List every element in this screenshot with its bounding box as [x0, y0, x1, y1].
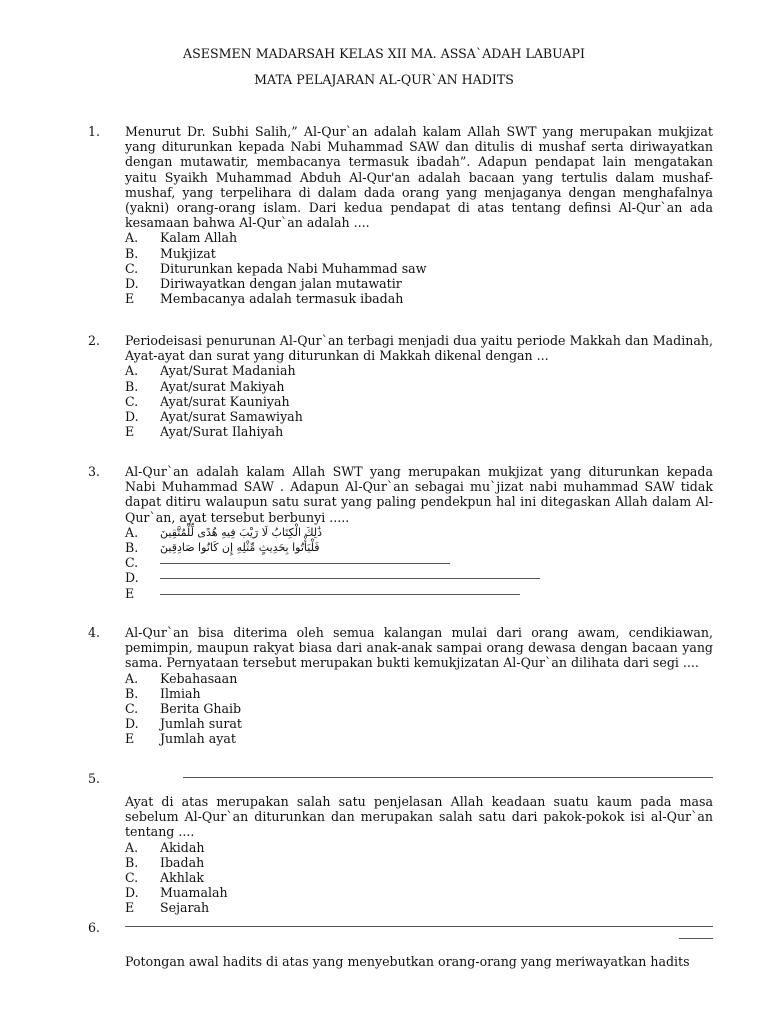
arabic-hadith-placeholder [679, 938, 713, 939]
option-text: Ayat/surat Kauniyah [160, 393, 290, 409]
question-number: 3. [88, 464, 101, 479]
option-letter: B. [125, 854, 139, 870]
option-list [125, 230, 713, 306]
option-text: Ayat/Surat Madaniah [160, 363, 296, 379]
document-title: ASESMEN MADARSAH KELAS XII MA. ASSA`ADAH LABUAPI [183, 46, 585, 61]
option-text: Kalam Allah [160, 230, 238, 246]
option-a [125, 671, 713, 686]
arabic-hadith-block [125, 926, 713, 954]
option-letter: A. [125, 230, 139, 246]
option-letter: A. [125, 839, 139, 855]
option-c [125, 555, 713, 570]
option-list [125, 363, 713, 439]
option-b [125, 855, 713, 870]
question-text: Ayat di atas merupakan salah satu penjelasan Allah keadaan suatu kaum pada masa sebelum Al-Qur`an diturunkan dan merupakan salah satu dari pakok-pokok isi al-Qur`an tentang .... [125, 794, 713, 840]
option-letter: C. [125, 869, 139, 885]
option-b [125, 686, 713, 701]
option-text: Jumlah surat [160, 716, 242, 732]
option-letter: E [125, 900, 135, 916]
option-letter: B. [125, 685, 139, 701]
option-list [125, 671, 713, 747]
option-c [125, 261, 713, 276]
arabic-verse-placeholder [183, 777, 713, 778]
option-letter: E [125, 731, 135, 747]
option-e [125, 731, 713, 746]
option-list [125, 525, 713, 601]
option-d [125, 409, 713, 424]
option-text: Muamalah [160, 885, 228, 901]
arabic-verse: ذَٰلِكَ الْكِتَابُ لَا رَيْبَ فِيهِ هُدًى لِّلْمُتَّقِينَ [160, 525, 323, 539]
question-number: 5. [88, 771, 101, 786]
option-text: Jumlah ayat [160, 731, 236, 747]
option-d [125, 885, 713, 900]
question-number: 1. [88, 124, 101, 139]
option-text: Ayat/Surat Ilahiyah [160, 424, 284, 440]
option-e [125, 900, 713, 915]
option-letter: A. [125, 670, 139, 686]
option-a [125, 840, 713, 855]
option-c [125, 870, 713, 885]
option-e [125, 424, 713, 439]
question-text: Menurut Dr. Subhi Salih,” Al-Qur`an adalah kalam Allah SWT yang merupakan mukjizat yang diturunkan kepada Nabi Muhammad SAW dan ditulis di mushaf serta diriwayatkan dengan mutawatir, membacanya termasuk ibadah”. Adapun pendapat lain mengatakan yaitu Syaikh Muhammad Abduh Al-Qur'an adalah bacaan yang tertulis dalam mushaf-mushaf, yang terpelihara di dalam dada orang yang menjaganya dengan menghafalnya (yakni) orang-orang islam. Dari kedua pendapat di atas tentang definsi Al-Qur`an ada kesamaan bahwa Al-Qur`an adalah .... [125, 124, 713, 231]
option-letter: B. [125, 245, 139, 261]
option-text: Diriwayatkan dengan jalan mutawatir [160, 275, 402, 291]
option-b [125, 379, 713, 394]
arabic-verse-placeholder [160, 578, 540, 579]
question-text: Periodeisasi penurunan Al-Qur`an terbagi menjadi dua yaitu periode Makkah dan Madinah, Ayat-ayat dan surat yang diturunkan di Makkah dikenal dengan ... [125, 333, 713, 364]
option-text: Akhlak [160, 869, 205, 885]
option-letter: B. [125, 378, 139, 394]
question-number: 6. [88, 920, 101, 935]
arabic-verse-placeholder [160, 563, 450, 564]
option-letter: D. [125, 716, 139, 732]
option-text: Ibadah [160, 854, 205, 870]
subject-title: MATA PELAJARAN AL-QUR`AN HADITS [254, 72, 514, 87]
option-letter: A. [125, 524, 139, 540]
option-text: Berita Ghaib [160, 700, 242, 716]
option-d [125, 570, 713, 585]
option-a [125, 363, 713, 378]
option-letter: C. [125, 700, 139, 716]
question-text: Potongan awal hadits di atas yang menyebutkan orang-orang yang meriwayatkan hadits [125, 954, 690, 969]
option-letter: A. [125, 363, 139, 379]
option-text: Sejarah [160, 900, 210, 916]
option-b [125, 540, 713, 555]
option-letter: C. [125, 555, 139, 571]
option-e [125, 291, 713, 306]
option-letter: B. [125, 540, 139, 555]
option-letter: D. [125, 275, 139, 291]
option-d [125, 716, 713, 731]
option-text: Ayat/surat Makiyah [160, 378, 285, 394]
option-text: Ayat/surat Samawiyah [160, 408, 303, 424]
option-letter: D. [125, 570, 139, 586]
option-a [125, 230, 713, 245]
option-letter: D. [125, 885, 139, 901]
option-b [125, 246, 713, 261]
arabic-verse-placeholder [160, 594, 520, 595]
question-text: Al-Qur`an adalah kalam Allah SWT yang merupakan mukjizat yang diturunkan kepada Nabi Muhammad SAW . Adapun Al-Qur`an sebagai mu`jizat nabi muhammad SAW tidak dapat ditiru walaupun satu surat yang paling pendekpun hal ini ditegaskan Allah dalam Al-Qur`an, ayat tersebut berbunyi ..... [125, 464, 713, 525]
option-letter: D. [125, 408, 139, 424]
option-letter: E [125, 424, 135, 440]
option-letter: C. [125, 393, 139, 409]
option-letter: E [125, 585, 135, 601]
option-c [125, 701, 713, 716]
option-letter: C. [125, 260, 139, 276]
option-text: Akidah [160, 839, 205, 855]
option-letter: E [125, 291, 135, 307]
option-text: Membacanya adalah termasuk ibadah [160, 291, 404, 307]
arabic-verse-block [125, 777, 713, 794]
option-a [125, 525, 713, 540]
option-e [125, 586, 713, 601]
question-number: 4. [88, 625, 101, 640]
question-text: Al-Qur`an bisa diterima oleh semua kalangan mulai dari orang awam, cendikiawan, pemimpin, maupun rakyat biasa dari anak-anak sampai orang dewasa dengan bacaan yang sama. Pernyataan tersebut merupakan bukti kemukjizatan Al-Qur`an dilihata dari segi .... [125, 625, 713, 671]
arabic-verse: فَلْيَأْتُوا بِحَدِيثٍ مِّثْلِهِ إِن كَانُوا صَادِقِينَ [160, 541, 320, 554]
arabic-hadith-placeholder [125, 926, 713, 927]
option-c [125, 394, 713, 409]
option-list [125, 840, 713, 916]
option-text: Ilmiah [160, 685, 201, 701]
option-text: Diturunkan kepada Nabi Muhammad saw [160, 260, 427, 276]
option-text: Mukjizat [160, 245, 216, 261]
question-number: 2. [88, 333, 101, 348]
option-text: Kebahasaan [160, 670, 238, 686]
option-d [125, 276, 713, 291]
